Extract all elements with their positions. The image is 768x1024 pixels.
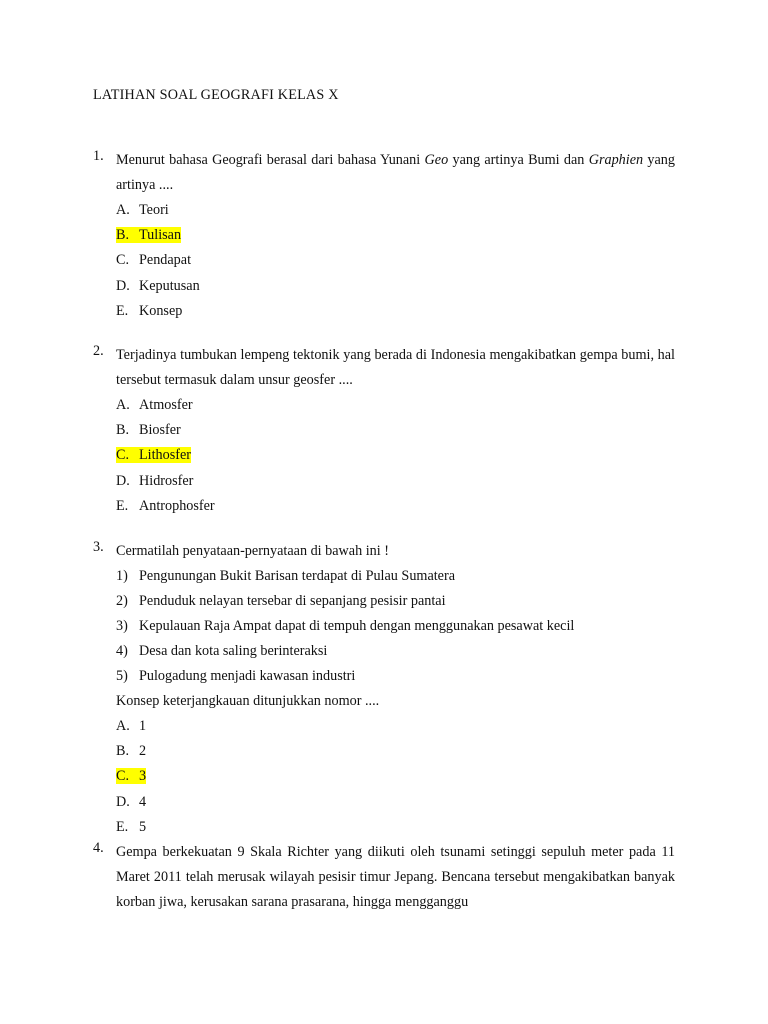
option-letter: A. [116,718,130,734]
question-1 [93,148,675,324]
option-text: Atmosfer [139,397,193,413]
statement-item [116,614,675,639]
option-letter: A. [116,202,130,218]
statement-number: 1) [116,568,128,584]
question-3 [93,539,675,840]
option-text: Keputusan [139,277,200,294]
question-text-part: yang artinya Bumi dan [448,152,589,168]
answer-option [116,739,675,764]
question-number: 3. [93,539,104,555]
page-title: LATIHAN SOAL GEOGRAFI KELAS X [93,87,339,103]
answer-option [116,418,675,443]
answer-option-correct [116,443,675,468]
answer-option [116,790,675,815]
option-letter: E. [116,497,129,514]
option-letter: D. [116,277,130,294]
answer-option [116,714,675,739]
answer-option [116,198,675,223]
statement-text: Pulogadung menjadi kawasan industri [139,668,356,684]
statement-item [116,664,675,689]
question-text [116,148,675,198]
option-text: Pendapat [139,252,192,269]
question-term-geo: Geo [424,152,449,168]
option-letter: C. [116,768,130,785]
statement-item [116,564,675,589]
question-term-graphien: Graphien [588,152,644,168]
answer-option-correct [116,764,675,789]
option-text: 2 [139,743,147,760]
option-letter: E. [116,818,129,835]
statement-number: 3) [116,618,128,634]
answer-option [116,274,675,299]
option-letter: E. [116,302,129,319]
option-text: 4 [139,793,147,810]
answer-option [116,469,675,494]
option-letter: C. [116,447,130,464]
statement-list [93,564,675,840]
answer-option [116,299,675,324]
question-2 [93,343,675,519]
question-4 [93,840,675,915]
option-text: 1 [139,718,147,734]
option-text: Hidrosfer [139,472,194,489]
answer-option-correct [116,223,675,248]
statement-number: 2) [116,593,128,609]
option-letter: A. [116,397,130,413]
statement-number: 5) [116,668,128,684]
option-letter: B. [116,743,130,760]
statement-text: Pengunungan Bukit Barisan terdapat di Pulau Sumatera [139,568,456,584]
answer-options [93,393,675,519]
option-letter: B. [116,422,130,439]
option-text: 5 [139,818,147,835]
statement-item [116,589,675,614]
question-prompt: Konsep keterjangkauan ditunjukkan nomor .... [116,693,380,709]
option-letter: B. [116,227,130,244]
statement-text: Desa dan kota saling berinteraksi [139,643,328,659]
question-text: Terjadinya tumbukan lempeng tektonik yang berada di Indonesia mengakibatkan gempa bumi, hal tersebut termasuk dalam unsur geosfer .... [116,347,675,388]
answer-option [116,494,675,519]
question-text: Cermatilah penyataan-pernyataan di bawah ini ! [116,543,389,559]
option-letter: D. [116,793,130,810]
option-letter: C. [116,252,130,269]
question-text-part: yang artinya .... [116,152,675,193]
answer-option [116,393,675,418]
question-number: 4. [93,840,104,856]
statement-text: Kepulauan Raja Ampat dapat di tempuh dengan menggunakan pesawat kecil [139,618,575,634]
question-text: Gempa berkekuatan 9 Skala Richter yang diikuti oleh tsunami setinggi sepuluh meter pada 11 Maret 2011 telah merusak wilayah pesisir timur Jepang. Bencana tersebut mengakibatkan banyak korban jiwa, kerusakan sarana prasarana, hingga mengganggu [116,844,675,910]
option-text: Lithosfer [139,447,192,464]
option-text: Konsep [139,302,183,319]
option-text: Tulisan [139,227,182,244]
question-text-part: Menurut bahasa Geografi berasal dari bahasa Yunani [116,152,425,168]
answer-options [93,198,675,324]
statement-item [116,639,675,664]
option-text: Antrophosfer [139,497,215,514]
option-text: 3 [139,768,147,785]
option-letter: D. [116,472,130,489]
statement-text: Penduduk nelayan tersebar di sepanjang pesisir pantai [139,593,446,609]
option-text: Teori [139,202,169,218]
answer-option [116,815,675,840]
statement-number: 4) [116,643,128,659]
answer-option [116,248,675,273]
option-text: Biosfer [139,422,181,439]
question-number: 1. [93,148,104,164]
question-number: 2. [93,343,104,359]
